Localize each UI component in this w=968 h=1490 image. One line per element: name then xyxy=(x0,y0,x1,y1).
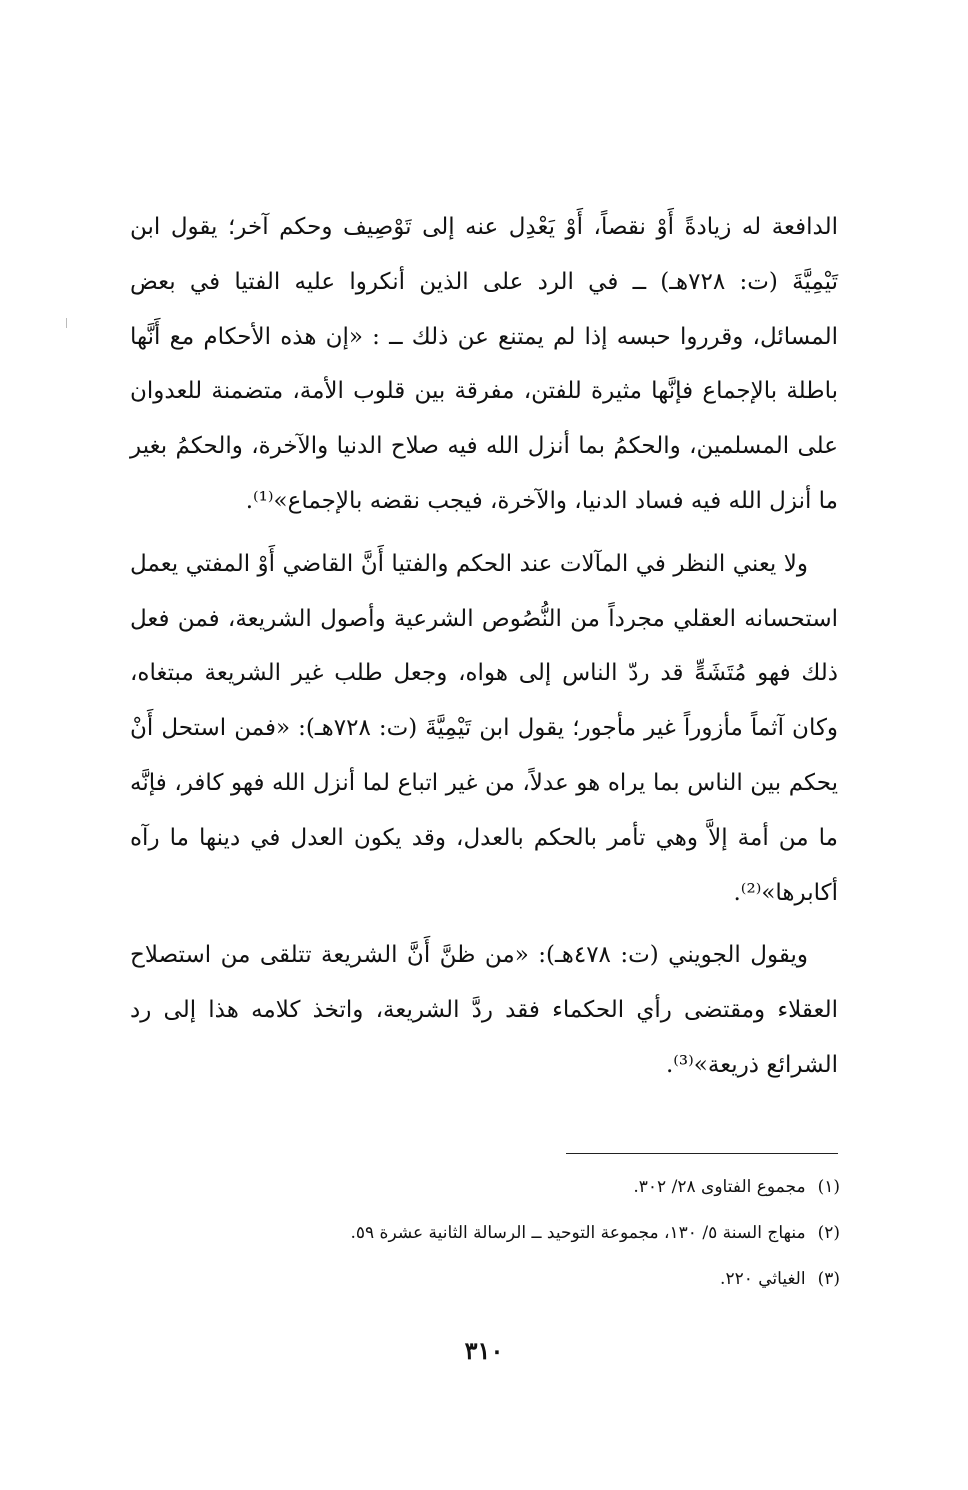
footnote-2 xyxy=(132,1210,840,1256)
page-number: ٣١٠ xyxy=(464,1336,504,1365)
paragraph-1: الدافعة له زيادةً أَوْ نقصاً، أَوْ يَعْدِل عنه إلى تَوْصِيف وحكم آخر؛ يقول ابن تَيْمِيَّةَ (ت: ٧٢٨هـ) ــ في الرد على الذين أنكروا عليه الفتيا في بعض المسائل، وقرروا حبسه إذا لم يمتنع عن ذلك ــ : «إن هذه الأحكام مع أَنَّها باطلة بالإجماع فإنَّها مثيرة للفتن، مفرقة بين قلوب الأمة، متضمنة للعدوان على المسلمين، والحكمُ بما أنزل الله فيه صلاح الدنيا والآخرة، والحكمُ بغير ما أنزل الله فيه فساد الدنيا، والآخرة، فيجب نقضه بالإجماع»⁽¹⁾. xyxy=(130,214,838,514)
paragraph-2: ولا يعني النظر في المآلات عند الحكم والفتيا أَنَّ القاضي أَوْ المفتي يعمل استحسانه العقلي مجرداً من النُّصُوص الشرعية وأصول الشريعة، فمن فعل ذلك فهو مُتَشَهٍّ قد ردّ الناس إلى هواه، وجعل طلب غير الشريعة مبتغاه، وكان آثماً مأزوراً غير مأجور؛ يقول ابن تَيْمِيَّةَ (ت: ٧٢٨هـ): «فمن استحل أَنْ يحكم بين الناس بما يراه هو عدلاً، من غير اتباع لما أنزل الله فهو كافر، فإنَّه ما من أمة إلاَّ وهي تأمر بالحكم بالعدل، وقد يكون العدل في دينها ما رآه أكابرها»⁽²⁾. xyxy=(130,550,839,906)
footnote-number: (٢) xyxy=(817,1223,840,1243)
paragraph-3: ويقول الجويني (ت: ٤٧٨هـ): «من ظنَّ أَنَّ الشريعة تتلقى من استصلاح العقلاء ومقتضى رأي الحكماء فقد ردَّ الشريعة، واتخذ كلامه هذا إلى رد الشرائع ذريعة»⁽³⁾. xyxy=(130,942,838,1078)
margin-mark xyxy=(66,318,67,328)
footnote-separator xyxy=(566,1153,838,1154)
page-body xyxy=(130,200,838,1093)
footnote-number: (١) xyxy=(817,1177,840,1197)
footnote-text: منهاج السنة ٥/ ١٣٠، مجموعة التوحيد ــ الرسالة الثانية عشرة ٥٩. xyxy=(350,1223,806,1243)
footnote-1 xyxy=(132,1164,840,1210)
footnote-text: مجموع الفتاوى ٢٨/ ٣٠٢. xyxy=(633,1177,806,1197)
footnote-3 xyxy=(132,1256,840,1302)
footnote-number: (٣) xyxy=(817,1269,840,1289)
footnotes xyxy=(132,1164,840,1302)
footnote-text: الغياثي ٢٢٠. xyxy=(720,1269,806,1289)
